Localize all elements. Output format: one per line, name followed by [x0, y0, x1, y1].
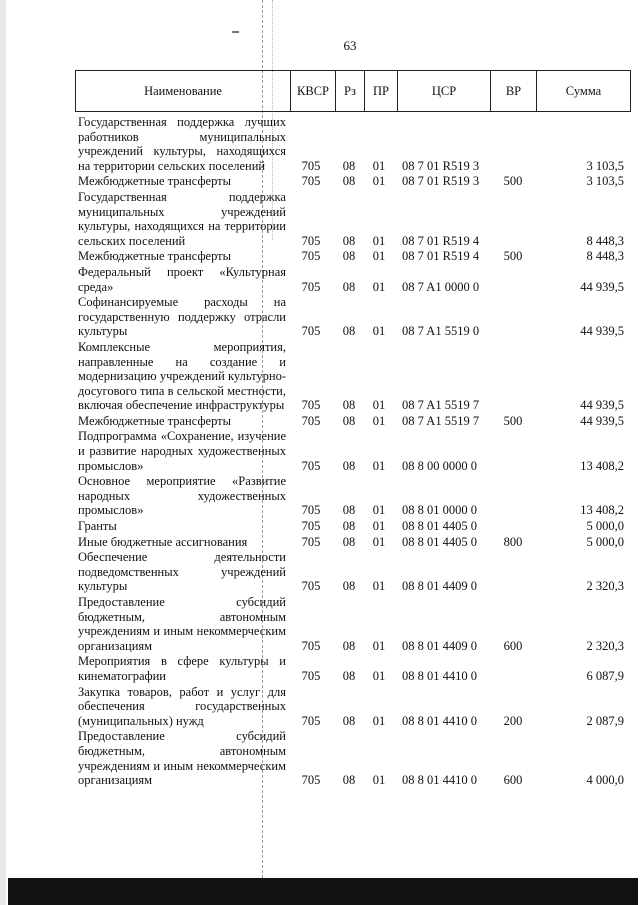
- cell-rz: 08: [342, 279, 356, 294]
- cell-csr: 08 7 01 R519 3: [402, 158, 480, 173]
- cell-kvsr: 705: [301, 519, 321, 534]
- cell-csr: 08 8 01 4410 0: [402, 773, 477, 788]
- cell-sum: 2 320,3: [586, 638, 624, 653]
- table-row: [78, 519, 630, 534]
- cell-name: Межбюджетные трансферты: [78, 174, 232, 189]
- scan-speck: [232, 31, 239, 33]
- header-vr: ВР: [491, 71, 537, 111]
- cell-kvsr: 705: [301, 668, 321, 683]
- cell-rz: 08: [342, 233, 356, 248]
- cell-sum: 4 000,0: [586, 773, 624, 788]
- cell-sum: 3 103,5: [586, 158, 624, 173]
- cell-pr: 01: [372, 713, 386, 728]
- table-row: [78, 535, 630, 550]
- cell-name: Комплексные мероприятия, направленные на создание и модернизацию учреждений культурно-досугового типа в сельской местности, включая обеспечение инфраструктуры: [78, 339, 286, 413]
- cell-name: Иные бюджетные ассигнования: [78, 534, 248, 549]
- cell-csr: 08 8 01 0000 0: [402, 503, 477, 518]
- cell-name: Гранты: [78, 519, 117, 534]
- cell-pr: 01: [372, 579, 386, 594]
- cell-name: Федеральный проект «Культурная среда»: [78, 264, 286, 294]
- cell-pr: 01: [372, 324, 386, 339]
- cell-sum: 44 939,5: [580, 279, 624, 294]
- cell-sum: 6 087,9: [586, 668, 624, 683]
- cell-pr: 01: [372, 534, 386, 549]
- table-row: [78, 265, 630, 294]
- cell-kvsr: 705: [301, 413, 321, 428]
- cell-csr: 08 8 01 4410 0: [402, 668, 477, 683]
- header-csr: ЦСР: [398, 71, 491, 111]
- cell-kvsr: 705: [301, 579, 321, 594]
- cell-pr: 01: [372, 413, 386, 428]
- cell-sum: 13 408,2: [580, 458, 624, 473]
- cell-sum: 44 939,5: [580, 413, 624, 428]
- table-row: [78, 685, 630, 729]
- cell-name: Предоставление субсидий бюджетным, автономным учреждениям и иным некоммерческим организациям: [78, 729, 286, 788]
- cell-kvsr: 705: [301, 458, 321, 473]
- cell-rz: 08: [342, 398, 356, 413]
- cell-sum: 13 408,2: [580, 503, 624, 518]
- table-row: [78, 595, 630, 653]
- cell-csr: 08 8 01 4405 0: [402, 519, 477, 534]
- cell-name: Государственная поддержка муниципальных учреждений культуры, находящихся на территории сельских поселений: [78, 189, 286, 248]
- scan-left-edge: [0, 0, 6, 905]
- cell-csr: 08 8 01 4410 0: [402, 713, 477, 728]
- cell-rz: 08: [342, 458, 356, 473]
- cell-sum: 3 103,5: [586, 174, 624, 189]
- cell-kvsr: 705: [301, 249, 321, 264]
- scan-bottom-bar: [8, 878, 638, 905]
- cell-name: Мероприятия в сфере культуры и кинематографии: [78, 654, 286, 683]
- cell-kvsr: 705: [301, 773, 321, 788]
- header-kvsr: КВСР: [291, 71, 336, 111]
- table-row: [78, 429, 630, 473]
- cell-kvsr: 705: [301, 534, 321, 549]
- cell-kvsr: 705: [301, 713, 321, 728]
- cell-rz: 08: [342, 324, 356, 339]
- cell-kvsr: 705: [301, 233, 321, 248]
- header-rz: Рз: [336, 71, 365, 111]
- cell-name: Софинансируемые расходы на государственную поддержку отрасли культуры: [78, 295, 286, 339]
- header-pr: ПР: [365, 71, 398, 111]
- cell-name: Предоставление субсидий бюджетным, автономным учреждениям и иным некоммерческим организациям: [78, 595, 286, 653]
- table-row: [78, 249, 630, 264]
- cell-pr: 01: [372, 773, 386, 788]
- cell-rz: 08: [342, 519, 356, 534]
- cell-pr: 01: [372, 249, 386, 264]
- cell-rz: 08: [342, 668, 356, 683]
- cell-name: Государственная поддержка лучших работников муниципальных учреждений культуры, находящихся на территории сельских поселений: [78, 115, 286, 173]
- cell-csr: 08 7 01 R519 3: [402, 174, 480, 189]
- table-body: [78, 115, 630, 789]
- cell-csr: 08 8 01 4405 0: [402, 534, 477, 549]
- cell-vr: 500: [503, 174, 523, 189]
- cell-name: Закупка товаров, работ и услуг для обеспечения государственных (муниципальных) нужд: [78, 684, 286, 728]
- cell-rz: 08: [342, 713, 356, 728]
- cell-csr: 08 8 01 4409 0: [402, 579, 477, 594]
- cell-pr: 01: [372, 233, 386, 248]
- cell-name: Подпрограмма «Сохранение, изучение и развитие народных художественных промыслов»: [78, 429, 286, 473]
- cell-name: Основное мероприятие «Развитие народных художественных промыслов»: [78, 474, 286, 518]
- cell-pr: 01: [372, 668, 386, 683]
- cell-pr: 01: [372, 174, 386, 189]
- table-row: [78, 190, 630, 248]
- cell-sum: 8 448,3: [586, 249, 624, 264]
- cell-csr: 08 7 A1 5519 7: [402, 413, 480, 428]
- cell-pr: 01: [372, 398, 386, 413]
- cell-pr: 01: [372, 503, 386, 518]
- cell-pr: 01: [372, 279, 386, 294]
- cell-csr: 08 7 A1 0000 0: [402, 279, 480, 294]
- cell-rz: 08: [342, 534, 356, 549]
- cell-kvsr: 705: [301, 174, 321, 189]
- table-row: [78, 474, 630, 518]
- table-row: [78, 340, 630, 413]
- cell-rz: 08: [342, 174, 356, 189]
- cell-pr: 01: [372, 158, 386, 173]
- cell-rz: 08: [342, 773, 356, 788]
- table-row: [78, 115, 630, 173]
- cell-sum: 44 939,5: [580, 324, 624, 339]
- cell-vr: 200: [503, 713, 523, 728]
- table-row: [78, 414, 630, 429]
- cell-vr: 600: [503, 638, 523, 653]
- cell-kvsr: 705: [301, 158, 321, 173]
- cell-sum: 2 320,3: [586, 579, 624, 594]
- page-number: 63: [343, 38, 357, 53]
- cell-pr: 01: [372, 638, 386, 653]
- cell-rz: 08: [342, 249, 356, 264]
- cell-name: Межбюджетные трансферты: [78, 413, 232, 428]
- header-sum: Сумма: [565, 83, 602, 98]
- cell-kvsr: 705: [301, 279, 321, 294]
- cell-kvsr: 705: [301, 638, 321, 653]
- cell-csr: 08 7 01 R519 4: [402, 233, 480, 248]
- cell-vr: 500: [503, 249, 523, 264]
- cell-csr: 08 8 01 4409 0: [402, 638, 477, 653]
- cell-sum: 5 000,0: [586, 519, 624, 534]
- table-row: [78, 550, 630, 594]
- table-row: [78, 295, 630, 339]
- table-header: [75, 70, 631, 112]
- cell-csr: 08 7 01 R519 4: [402, 249, 480, 264]
- cell-sum: 2 087,9: [586, 713, 624, 728]
- cell-sum: 44 939,5: [580, 398, 624, 413]
- cell-pr: 01: [372, 519, 386, 534]
- cell-vr: 800: [503, 534, 523, 549]
- cell-rz: 08: [342, 503, 356, 518]
- cell-kvsr: 705: [301, 503, 321, 518]
- cell-name: Обеспечение деятельности подведомственных учреждений культуры: [78, 550, 286, 594]
- cell-rz: 08: [342, 579, 356, 594]
- cell-kvsr: 705: [301, 324, 321, 339]
- cell-sum: 8 448,3: [586, 233, 624, 248]
- cell-name: Межбюджетные трансферты: [78, 249, 232, 264]
- table-row: [78, 654, 630, 683]
- table-row: [78, 174, 630, 189]
- cell-csr: 08 7 A1 5519 7: [402, 398, 480, 413]
- cell-rz: 08: [342, 638, 356, 653]
- cell-vr: 600: [503, 773, 523, 788]
- cell-sum: 5 000,0: [586, 534, 624, 549]
- cell-pr: 01: [372, 458, 386, 473]
- cell-csr: 08 7 A1 5519 0: [402, 324, 480, 339]
- cell-kvsr: 705: [301, 398, 321, 413]
- cell-csr: 08 8 00 0000 0: [402, 458, 477, 473]
- header-name: Наименование: [76, 71, 291, 111]
- cell-rz: 08: [342, 413, 356, 428]
- table-row: [78, 729, 630, 787]
- cell-rz: 08: [342, 158, 356, 173]
- cell-vr: 500: [503, 413, 523, 428]
